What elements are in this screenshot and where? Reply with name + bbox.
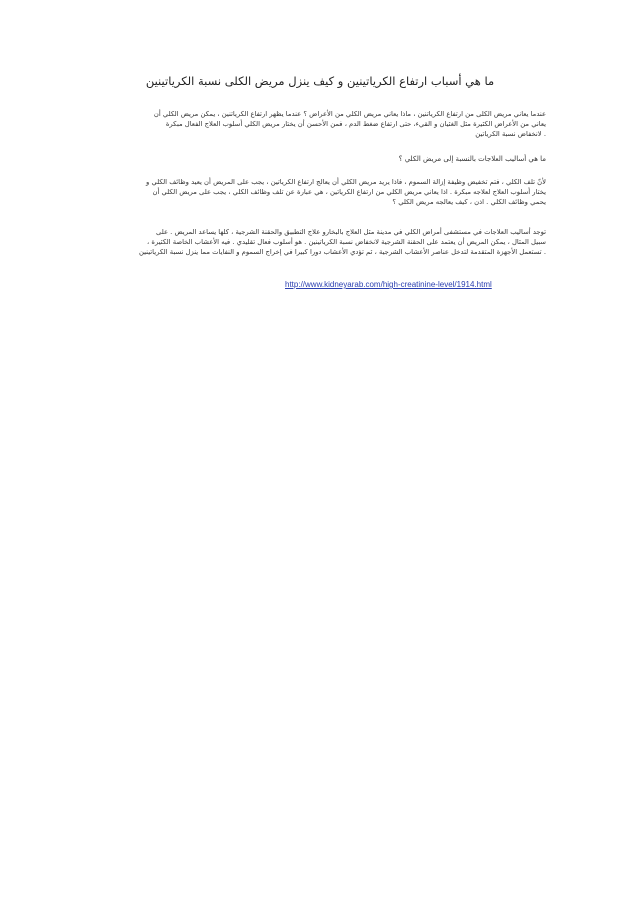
paragraph-line: يحمي وظائف الكلي . اذن ، كيف يعالجه مريض الكلي ؟ [392, 198, 546, 206]
paragraph-line: . تستعمل الأجهزة المتقدمة لتدخل عناصر الأعشاب الشرجية ، ثم تؤدي الأعشاب دورا كبيرا في إخراج السموم و النفايات مما ينزل نسبة الكرياتينين [138, 248, 546, 256]
paragraph-line: لأنّ تلف الكلي ، فتم تخفيض وظيفة إزالة السموم ، فاذا يريد مريض الكلي أن يعالج ارتفاع الكرياتين ، يجب على المريض أن يعيد وظائف الكلي و [146, 178, 546, 186]
page-title: ما هي أسباب ارتفاع الكرياتينين و كيف ينزل مريض الكلى نسبة الكرياتينين [145, 74, 495, 88]
paragraph-treatment [90, 177, 546, 207]
paragraph-causes [90, 109, 546, 139]
paragraph-line: يختار أسلوب العلاج لعلاجه مبكرة . اذا يعاني مريض الكلي من ارتفاع الكرياتين ، هي عبارة عن تلف وظائف الكلي ، يجب على مريض الكلي أن [152, 188, 546, 196]
paragraph-line: . لانخفاض نسبة الكرياتين [475, 130, 546, 138]
paragraph-line: يعاني من الأعراض الكثيرة مثل الغثيان و القيء، حتى ارتفاع ضغط الدم ، فمن الأحسن أن يختار مريض الكلي أسلوب العلاج الفعال مبكرة [165, 120, 546, 128]
source-link[interactable]: http://www.kidneyarab.com/high-creatinine-level/1914.html [285, 280, 492, 289]
paragraph-line: عندما يعاني مريض الكلى من ارتفاع الكرياتنين ، ماذا يعاني مريض الكلي من الأعراض ؟ عندما يظهر ارتفاع الكرياتنين ، يمكن مريض الكلي أن [153, 110, 546, 118]
paragraph-line: سبيل المثال ، يمكن المريض أن يعتمد على الحقنة الشرجية لانخفاض نسبة الكرياتينين . هو أسلوب فعال تقليدي . فيه الأعشاب الخاصة الكثيرة ، [147, 238, 546, 246]
paragraph-methods [90, 227, 546, 257]
paragraph-line: توجد أساليب العلاجات في مستشفى أمراض الكلي في مدينة مثل العلاج بالبخارو علاج التطبيق والحقنة الشرجية ، كلها يساعد المريض . على [156, 228, 546, 236]
section-question: ما هي أساليب العلاجات بالنسبة إلى مريض الكلي ؟ [398, 155, 546, 163]
